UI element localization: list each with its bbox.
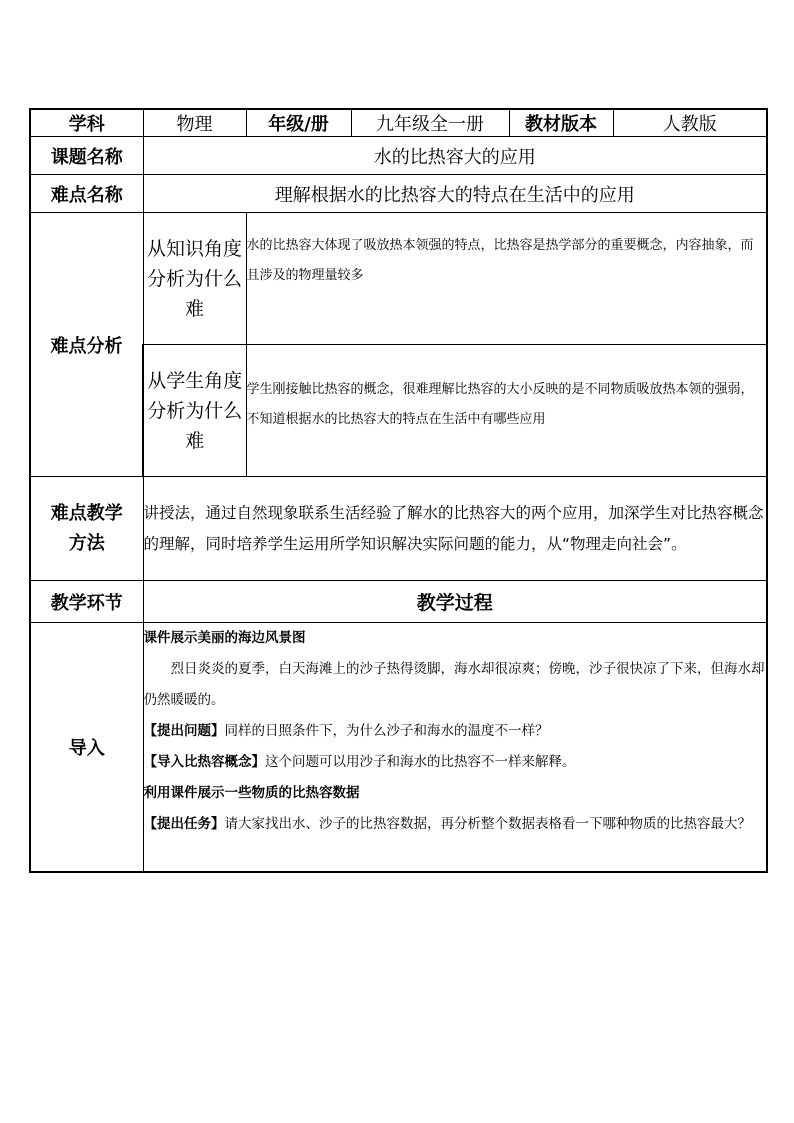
student-angle-text: 学生刚接触比热容的概念，很难理解比热容的大小反映的是不同物质吸放热本领的强弱，不知道根据水的比热容大的特点在生活中有哪些应用: [246, 345, 767, 477]
intro-line-scene: 烈日炎炎的夏季，白天海滩上的沙子热得烫脚，海水却很凉爽；傍晚，沙子很快凉了下来，但海水却仍然暖暖的。: [143, 661, 765, 708]
difficulty-label: 难点名称: [30, 175, 143, 213]
edition-value: 人教版: [613, 109, 767, 137]
intro-line-task: [144, 809, 767, 840]
analysis-label: 难点分析: [30, 213, 143, 477]
question-text: 同样的日照条件下，为什么沙子和海水的温度不一样？: [224, 723, 549, 739]
grade-label: 年级/册: [246, 109, 351, 137]
difficulty-value: 理解根据水的比热容大的特点在生活中的应用: [143, 175, 767, 213]
topic-label: 课题名称: [30, 137, 143, 175]
edition-label: 教材版本: [509, 109, 613, 137]
intro-line-question: [144, 716, 767, 747]
method-label: 难点教学方法: [30, 477, 143, 581]
intro-process: [143, 623, 767, 872]
student-angle-label: 从学生角度分析为什么难: [143, 345, 246, 477]
task-text: 请大家找出水、沙子的比热容数据，再分析整个数据表格看一下哪种物质的比热容最大？: [224, 816, 751, 832]
intro-line-data: 利用课件展示一些物质的比热容数据: [143, 785, 360, 801]
topic-value: 水的比热容大的应用: [143, 137, 767, 175]
stage-header: 教学环节: [30, 581, 143, 623]
intro-line-courseware: 课件展示美丽的海边风景图: [143, 630, 306, 646]
process-header: 教学过程: [143, 581, 767, 623]
intro-label: 导入: [30, 623, 143, 872]
difficulty-row: [30, 175, 767, 213]
method-text: 讲授法，通过自然现象联系生活经验了解水的比热容大的两个应用，加深学生对比热容概念的理解，同时培养学生运用所学知识解决实际问题的能力，从“物理走向社会”。: [143, 477, 767, 581]
topic-row: [30, 137, 767, 175]
header-row: [30, 109, 767, 137]
process-header-row: [30, 581, 767, 623]
intro-line-concept: [144, 747, 767, 778]
analysis-row-knowledge: [30, 213, 767, 345]
subject-label: 学科: [30, 109, 143, 137]
question-tag: 【提出问题】: [143, 723, 225, 739]
grade-value: 九年级全一册: [351, 109, 509, 137]
knowledge-angle-label: 从知识角度分析为什么难: [143, 213, 246, 345]
knowledge-angle-text: 水的比热容大体现了吸放热本领强的特点，比热容是热学部分的重要概念，内容抽象，而且涉及的物理量较多: [246, 213, 767, 345]
intro-row: [30, 623, 767, 872]
method-row: [30, 477, 767, 581]
task-tag: 【提出任务】: [143, 816, 225, 832]
subject-value: 物理: [143, 109, 246, 137]
concept-tag: 【导入比热容概念】: [143, 754, 265, 770]
concept-text: 这个问题可以用沙子和海水的比热容不一样来解释。: [265, 754, 576, 770]
lesson-plan-table: [29, 108, 768, 873]
